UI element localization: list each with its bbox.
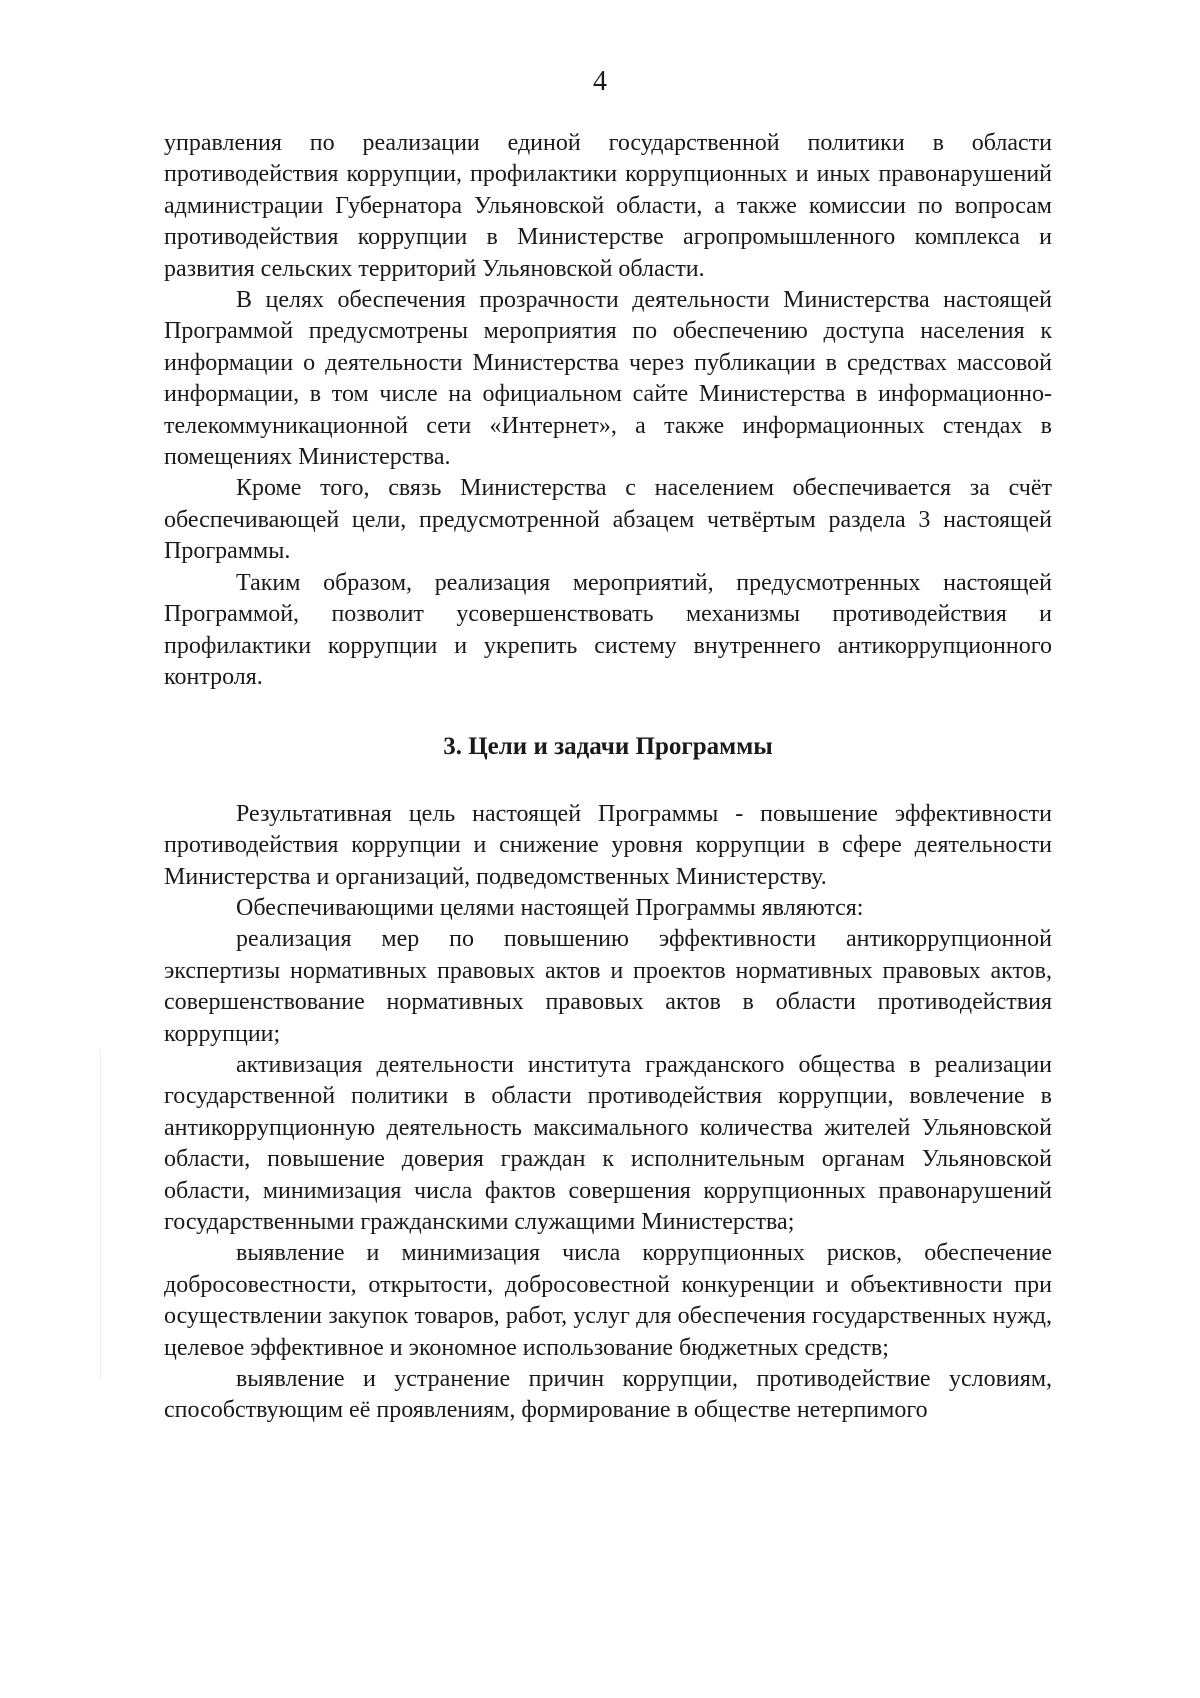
paragraph-conclusion: Таким образом, реализация мероприятий, предусмотренных настоящей Программой, позволит усовершенствовать механизмы противодействия и профилактики коррупции и укрепить систему внутреннего антикоррупционного контроля. bbox=[164, 569, 1052, 690]
document-body bbox=[164, 128, 1052, 1427]
scan-artifact-line bbox=[100, 1050, 101, 1380]
paragraph-result-goal: Результативная цель настоящей Программы - повышение эффективности противодействия коррупции и снижение уровня коррупции в сфере деятельности Министерства и организаций, подведомственных Министерству. bbox=[164, 800, 1052, 890]
paragraph-goal-civil-society: активизация деятельности института гражданского общества в реализации государственной политики в области противодействия коррупции, вовлечение в антикоррупционную деятельность максимального количества жителей Ульяновской области, повышение доверия граждан к исполнительным органам Ульяновской области, минимизация числа фактов совершения коррупционных правонарушений государственными гражданскими служащими Министерства; bbox=[164, 1051, 1052, 1235]
section-heading: 3. Цели и задачи Программы bbox=[443, 733, 773, 761]
paragraph-supporting-goals-intro: Обеспечивающими целями настоящей Программы являются: bbox=[236, 894, 864, 921]
paragraph-continuation: управления по реализации единой государственной политики в области противодействия коррупции, профилактики коррупционных и иных правонарушений администрации Губернатора Ульяновской области, а также комиссии по вопросам противодействия коррупции в Министерстве агропромышленного комплекса и развития сельских территорий Ульяновской области. bbox=[164, 130, 1052, 282]
paragraph-goal-risks: выявление и минимизация числа коррупционных рисков, обеспечение добросовестности, открытости, добросовестной конкуренции и объективности при осуществлении закупок товаров, работ, услуг для обеспечения государственных нужд, целевое эффективное и экономное использование бюджетных средств; bbox=[164, 1240, 1052, 1361]
paragraph-transparency: В целях обеспечения прозрачности деятельности Министерства настоящей Программой предусмотрены мероприятия по обеспечению доступа населения к информации о деятельности Министерства через публикации в средствах массовой информации, в том числе на официальном сайте Министерства в информационно-телекоммуникационной сети «Интернет», а также информационных стендах в помещениях Министерства. bbox=[164, 287, 1052, 471]
paragraph-goal-expertise: реализация мер по повышению эффективности антикоррупционной экспертизы нормативных правовых актов и проектов нормативных правовых актов, совершенствование нормативных правовых актов в области противодействия коррупции; bbox=[164, 926, 1052, 1047]
paragraph-population-link: Кроме того, связь Министерства с населением обеспечивается за счёт обеспечивающей цели, предусмотренной абзацем четвёртым раздела 3 настоящей Программы. bbox=[164, 475, 1052, 565]
page-number: 4 bbox=[593, 66, 607, 97]
paragraph-goal-causes: выявление и устранение причин коррупции, противодействие условиям, способствующим её проявлениям, формирование в обществе нетерпимого bbox=[164, 1366, 1052, 1424]
